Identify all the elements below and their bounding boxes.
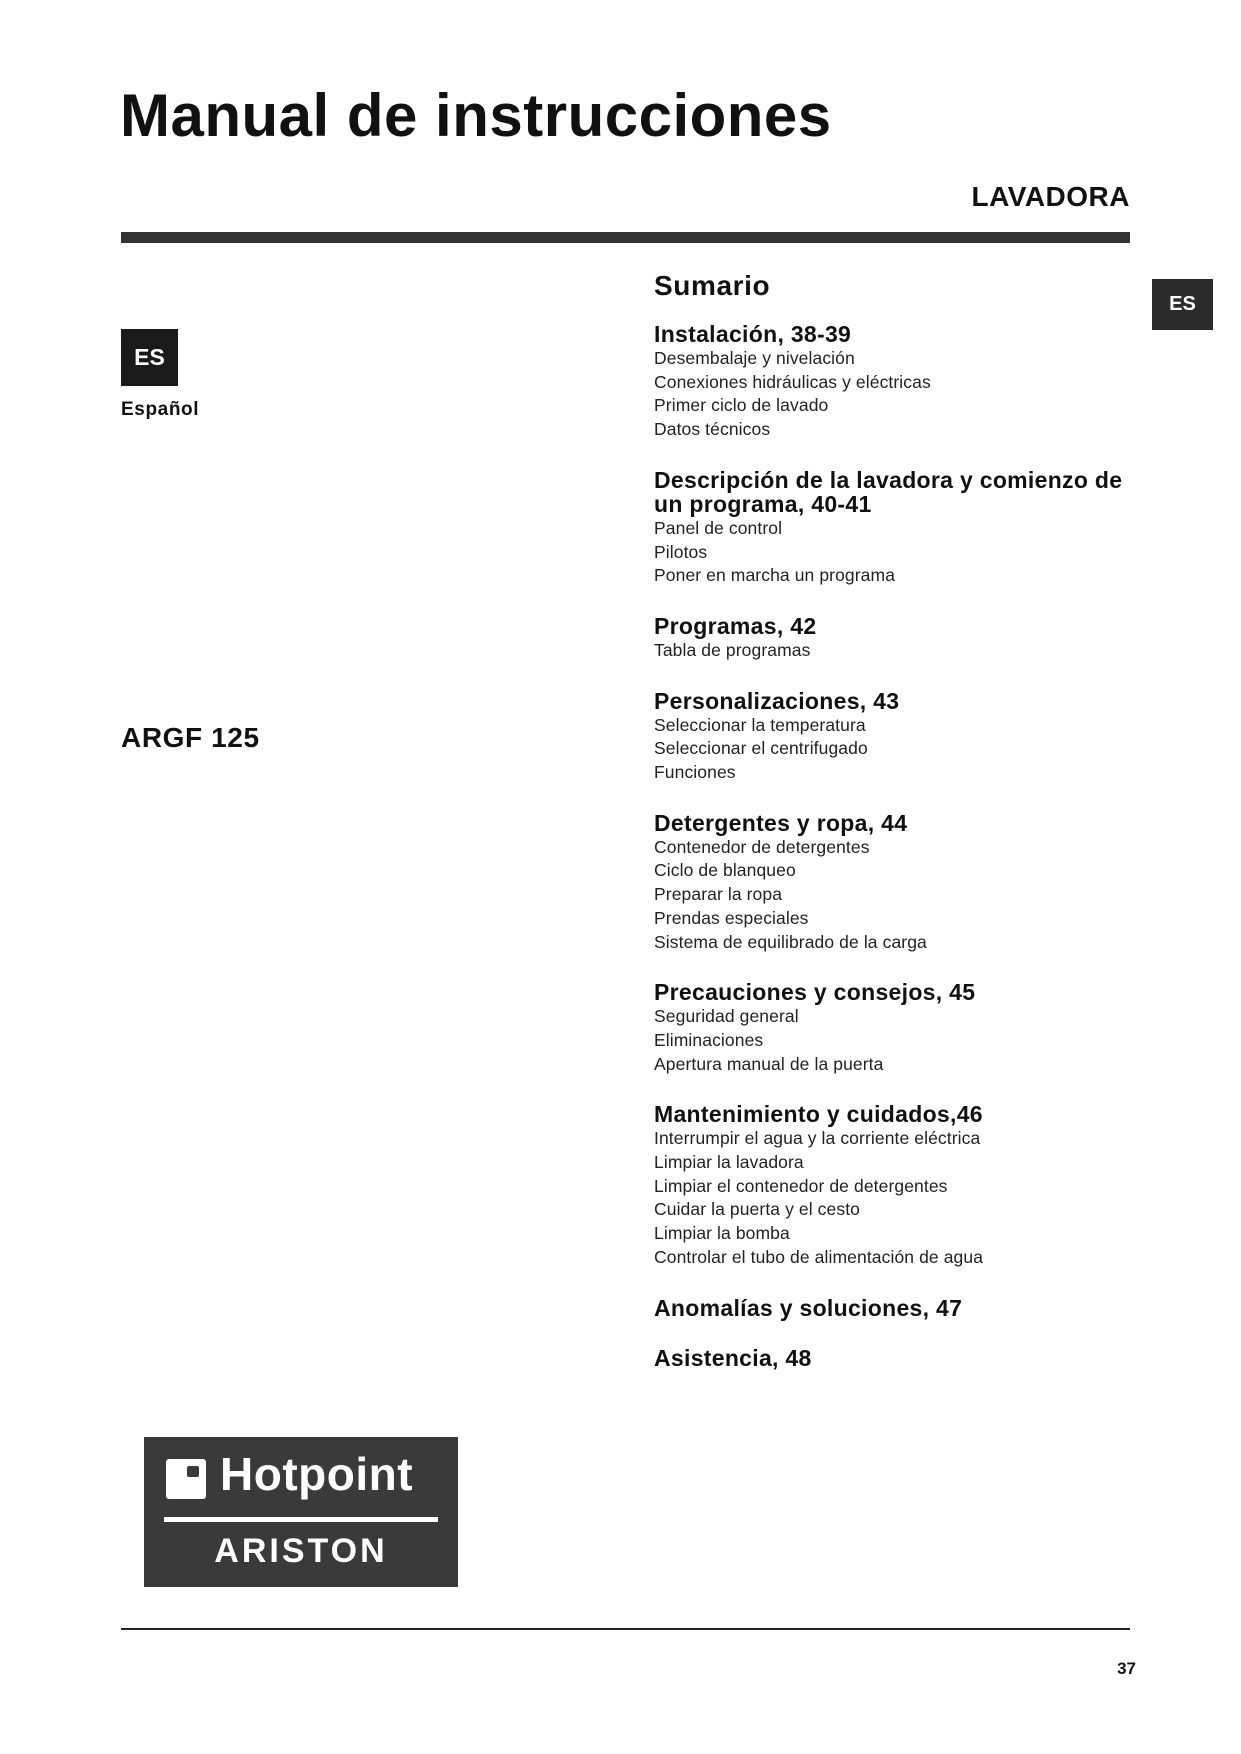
toc-section	[654, 980, 1134, 1076]
toc-item: Seleccionar la temperatura	[654, 714, 866, 735]
toc-item-list	[654, 347, 1134, 442]
toc-item: Apertura manual de la puerta	[654, 1053, 884, 1074]
toc-item: Cuidar la puerta y el cesto	[654, 1199, 861, 1220]
table-of-contents	[654, 270, 1134, 1396]
toc-section-title: Mantenimiento y cuidados,46	[654, 1101, 983, 1128]
toc-item: Limpiar la bomba	[654, 1223, 790, 1244]
toc-section-title: Detergentes y ropa, 44	[654, 809, 908, 836]
toc-section-title: Precauciones y consejos, 45	[654, 979, 976, 1006]
toc-item: Seleccionar el centrifugado	[654, 738, 868, 759]
toc-section-title: Instalación, 38-39	[654, 321, 852, 347]
toc-section-title: Personalizaciones, 43	[654, 687, 900, 714]
toc-item: Tabla de programas	[654, 639, 811, 660]
toc-item: Primer ciclo de lavado	[654, 395, 829, 416]
product-type-label: LAVADORA	[971, 181, 1130, 212]
toc-item-list	[654, 714, 1134, 785]
toc-section-title: Descripción de la lavadora y comienzo de un programa, 40-41	[654, 466, 1123, 517]
toc-item: Eliminaciones	[654, 1029, 764, 1050]
language-name: Español	[121, 399, 200, 420]
toc-item-list	[654, 517, 1134, 588]
toc-section	[654, 1102, 1134, 1269]
toc-section	[654, 1296, 1134, 1320]
page-title: Manual de instrucciones	[120, 82, 832, 149]
brand-logo	[144, 1437, 458, 1587]
toc-item: Panel de control	[654, 517, 783, 538]
footer-divider	[121, 1628, 1130, 1630]
toc-item: Conexiones hidráulicas y eléctricas	[654, 371, 931, 392]
toc-section-title: Programas, 42	[654, 612, 817, 639]
toc-heading: Sumario	[654, 270, 771, 301]
toc-item: Funciones	[654, 762, 736, 783]
toc-item: Poner en marcha un programa	[654, 565, 896, 586]
toc-item: Limpiar la lavadora	[654, 1152, 804, 1173]
toc-item: Prendas especiales	[654, 907, 809, 928]
logo-mark-icon	[166, 1459, 206, 1499]
toc-item: Ciclo de blanqueo	[654, 860, 796, 881]
toc-item-list	[654, 836, 1134, 955]
toc-item: Preparar la ropa	[654, 884, 783, 905]
language-badge: ES	[121, 329, 178, 386]
toc-item: Sistema de equilibrado de la carga	[654, 931, 927, 952]
toc-item: Controlar el tubo de alimentación de agua	[654, 1246, 984, 1267]
page-number: 37	[1117, 1659, 1136, 1678]
toc-item: Datos técnicos	[654, 419, 771, 440]
toc-section	[654, 468, 1134, 588]
toc-section	[654, 614, 1134, 663]
logo-divider	[164, 1517, 438, 1522]
toc-item: Contenedor de detergentes	[654, 836, 870, 857]
toc-item: Seguridad general	[654, 1006, 799, 1027]
logo-sub-text: ARISTON	[214, 1532, 388, 1570]
toc-section	[654, 811, 1134, 955]
logo-brand-text: Hotpoint	[220, 1448, 414, 1500]
toc-item-list	[654, 1127, 1134, 1269]
toc-section	[654, 1346, 1134, 1370]
toc-item: Pilotos	[654, 541, 708, 562]
toc-section-title: Anomalías y soluciones, 47	[654, 1294, 963, 1321]
logo-mark-notch	[187, 1466, 199, 1477]
toc-sections	[654, 322, 1134, 1370]
toc-item-list	[654, 639, 1134, 663]
language-side-tab: ES	[1152, 279, 1213, 330]
toc-section	[654, 689, 1134, 785]
toc-section	[654, 322, 1134, 442]
model-name: ARGF 125	[121, 722, 260, 753]
toc-item-list	[654, 1005, 1134, 1076]
toc-section-title: Asistencia, 48	[654, 1344, 812, 1371]
toc-item: Limpiar el contenedor de detergentes	[654, 1175, 948, 1196]
header-divider	[121, 232, 1130, 243]
toc-item: Interrumpir el agua y la corriente eléctrica	[654, 1128, 981, 1149]
toc-item: Desembalaje y nivelación	[654, 348, 855, 368]
